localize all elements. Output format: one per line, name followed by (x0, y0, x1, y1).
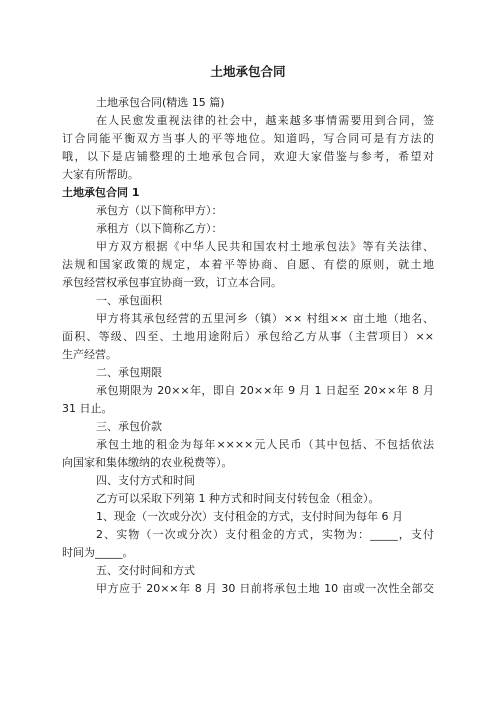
paragraph-line: 承包期限为 20××年，即自 20××年 9 月 1 日起至 20××年 8 月 (96, 384, 434, 397)
clause-heading: 三、承包价款 (96, 420, 162, 433)
paragraph-line: 甲方双方根据《中华人民共和国农村土地承包法》等有关法律、 (96, 240, 434, 253)
paragraph-line: 1、现金（一次或分次）支付租金的方式，支付时间为每年 6 月 (96, 510, 403, 523)
paragraph-line: 甲方将其承包经营的五里河乡（镇）×× 村组×× 亩土地（地名、 (96, 312, 434, 325)
paragraph-line: 31 日止。 (62, 402, 113, 415)
party-line: 承包方（以下简称甲方）： (96, 204, 223, 217)
party-line: 承租方（以下简称乙方）： (96, 222, 223, 235)
clause-heading: 四、支付方式和时间 (96, 474, 195, 487)
paragraph-line: 订合同能平衡双方当事人的平等地位。知道吗，写合同可是有方法的 (62, 132, 434, 145)
paragraph-line: 在人民愈发重视法律的社会中，越来越多事情需要用到合同，签 (96, 114, 434, 127)
paragraph-line: 哦，以下是店铺整理的土地承包合同，欢迎大家借鉴与参考，希望对 (62, 150, 434, 163)
paragraph-line: 乙方可以采取下列第 1 种方式和时间支付转包金（租金）。 (96, 492, 380, 505)
paragraph-line: 大家有所帮助。 (62, 168, 139, 181)
document-title: 土地承包合同 (210, 64, 286, 79)
paragraph-line: 面积、等级、四至、土地用途附后）承包给乙方从事（主营项目）×× (62, 330, 434, 343)
clause-heading: 五、交付时间和方式 (96, 564, 195, 577)
paragraph-line: 生产经营。 (62, 348, 117, 361)
paragraph-line: 承包土地的租金为每年××××元人民币（其中包括、不包括依法 (96, 438, 434, 451)
paragraph-line: 2、实物（一次或分次）支付租金的方式，实物为：_____，支付 (96, 528, 434, 541)
paragraph-line: 向国家和集体缴纳的农业税费等）。 (62, 456, 233, 469)
paragraph-line: 法规和国家政策的规定，本着平等协商、自愿、有偿的原则，就土地 (62, 258, 434, 271)
section-heading: 土地承包合同 1 (62, 186, 140, 199)
paragraph-line: 甲方应于 20××年 8 月 30 日前将承包土地 10 亩或一次性全部交 (96, 582, 434, 595)
paragraph-line: 时间为_____。 (62, 546, 134, 559)
clause-heading: 二、承包期限 (96, 366, 162, 379)
clause-heading: 一、承包面积 (96, 294, 162, 307)
paragraph-line: 承包经营权承包事宜协商一致，订立本合同。 (62, 276, 282, 289)
subtitle: 土地承包合同(精选 15 篇) (96, 96, 225, 109)
